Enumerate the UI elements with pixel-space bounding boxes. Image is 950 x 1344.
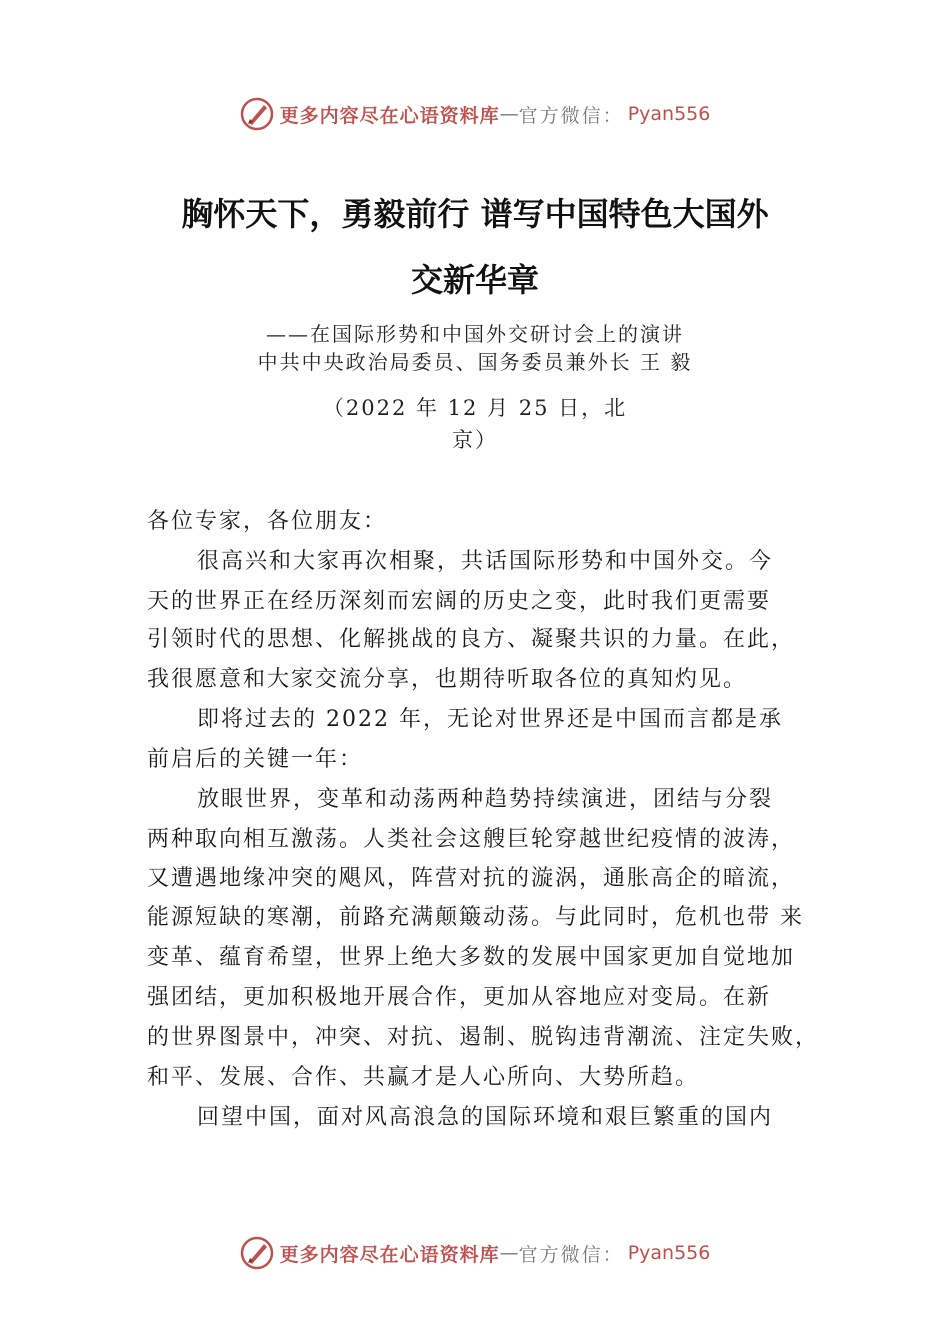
document-title-line-1: 胸怀天下，勇毅前行 谱写中国特色大国外 (181, 195, 769, 233)
date-line-1: （2022 年 12 月 25 日，北 (322, 396, 628, 420)
subtitle-speaker: 中共中央政治局委员、国务委员兼外长 王 毅 (257, 350, 693, 374)
body-line: 即将过去的 2022 年，无论对世界还是中国而言都是承 (197, 707, 783, 732)
body-line: 两种取向相互激荡。人类社会这艘巨轮穿越世纪疫情的波涛， (147, 827, 796, 852)
body-line: 天的世界正在经历深刻而宏阔的历史之变，此时我们更需要 (147, 589, 772, 614)
watermark-wechat-label: 官方微信： (518, 104, 624, 127)
document-title-line-2: 交新华章 (410, 261, 539, 299)
body-line: 和平、发展、合作、共赢才是人心所向、大势所趋。 (147, 1065, 700, 1090)
watermark-wechat-label: 官方微信： (518, 1243, 624, 1266)
body-line: 放眼世界，变革和动荡两种趋势持续演进，团结与分裂 (197, 787, 774, 812)
watermark-brand-text: 更多内容尽在心语资料库 (279, 1243, 500, 1266)
body-line: 能源短缺的寒潮，前路充满颠簸动荡。与此同时，危机也带 来 (147, 905, 804, 930)
watermark-wechat-id: Pyan556 (627, 103, 711, 125)
body-line: 前启后的关键一年： (147, 747, 364, 772)
footer-watermark (0, 1233, 950, 1273)
watermark-wechat-id: Pyan556 (627, 1242, 711, 1264)
body-line: 很高兴和大家再次相聚，共话国际形势和中国外交。今 (197, 549, 774, 574)
body-line: 的世界图景中，冲突、对抗、遏制、脱钩违背潮流、注定失败， (147, 1025, 820, 1050)
date-line-2: 京） (452, 428, 498, 452)
body-line: 我很愿意和大家交流分享，也期待听取各位的真知灼见。 (147, 667, 748, 692)
pen-logo-icon (240, 1236, 274, 1270)
body-line: 又遭遇地缘冲突的飓风，阵营对抗的漩涡，通胀高企的暗流， (147, 866, 796, 891)
body-line: 变革、蕴育希望，世界上绝大多数的发展中国家更加自觉地加 (147, 945, 796, 970)
body-line-greeting: 各位专家，各位朋友： (147, 509, 388, 534)
watermark-dash: — (499, 1242, 519, 1264)
subtitle-occasion: ——在国际形势和中国外交研讨会上的演讲 (266, 322, 684, 346)
watermark-brand-text: 更多内容尽在心语资料库 (279, 104, 500, 127)
body-line: 回望中国，面对风高浪急的国际环境和艰巨繁重的国内 (197, 1105, 774, 1130)
pen-logo-icon (240, 97, 274, 131)
header-watermark (0, 94, 950, 134)
body-line: 引领时代的思想、化解挑战的良方、凝聚共识的力量。在此， (147, 627, 796, 652)
body-line: 强团结，更加积极地开展合作，更加从容地应对变局。在新 (147, 985, 772, 1010)
watermark-dash: — (499, 103, 519, 125)
